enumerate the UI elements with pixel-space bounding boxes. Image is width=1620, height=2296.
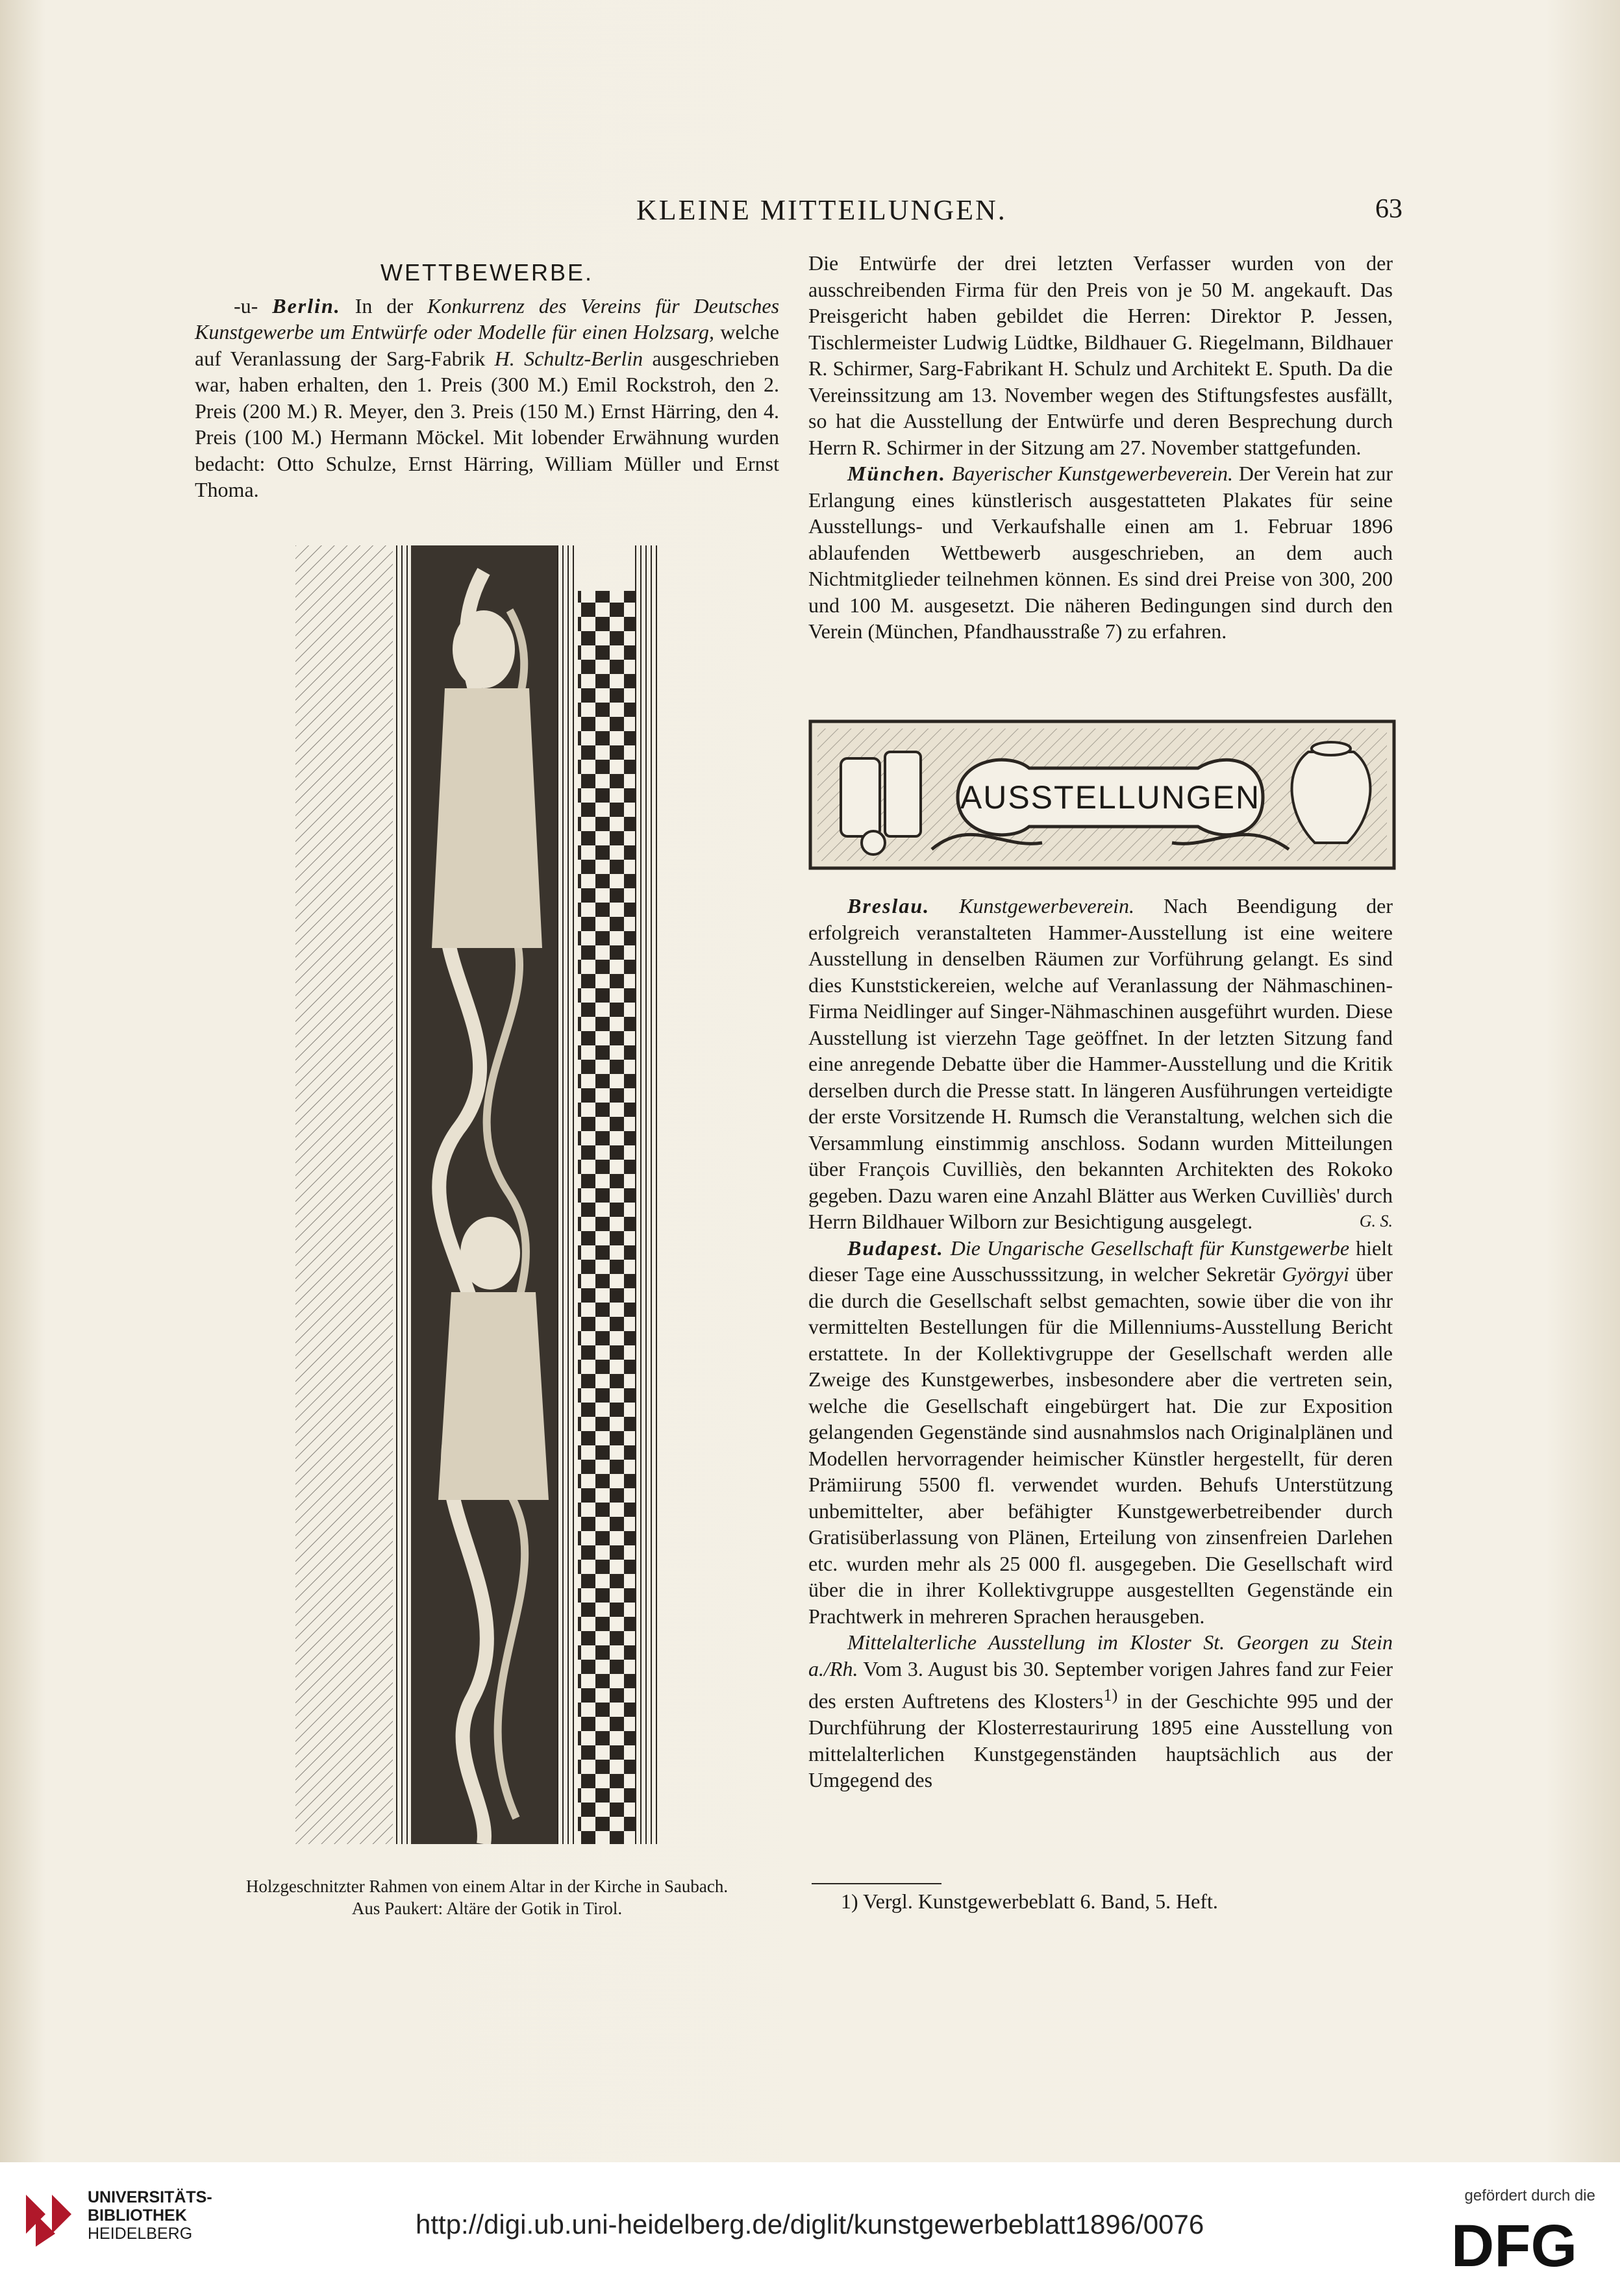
carved-figure-robe [432,688,542,948]
italic-run: Mittelalterliche Ausstellung im Kloster St. Georgen zu Stein a./Rh. [808,1630,1393,1680]
carved-knight-armor [438,1292,549,1500]
text-run: welche auf Veranlassung der Sarg-Fabrik [195,320,780,370]
text-run: Nach Beendigung der erfolgreich veranstalteten Hammer-Ausstellung ist eine weitere Ausstellung in denselben Räumen zur Vorführung gelangt. Es sind dies Kunststickereien, welche auf Veranlassung der Nähmaschinen-Firma Neidlinger auf Singer-Nähmaschinen ausgeführt wurden. Diese Ausstellung ist vierzehn Tage geöffnet. In der letzten Sitzung fand eine anregende Debatte über die Hammer-Ausstellung und die Kritik derselben durch die Presse statt. In längeren Ausführungen verteidigte der erste Vorsitzende H. Rumsch die Veranstaltung, welchen sich die Versammlung einstimmig anschloss. Sodann wurden Mitteilungen über François Cuvilliès, den bekannten Architekten des Rokoko gegeben. Dazu waren eine Anzahl Blätter aus Werken Cuvilliès' durch Herrn Bildhauer Wilborn zur Besichtigung ausgelegt. [808,894,1393,1233]
italic-run: Die Ungarische Gesellschaft für Kunstgewerbe [943,1236,1350,1260]
article-budapest [808,1235,1393,1630]
frame-moulding-left [393,545,411,1844]
italic-run: H. Schultz-Berlin [494,346,643,370]
running-head-title: KLEINE MITTEILUNGEN. [636,194,1007,226]
caption-line: Holzgeschnitzter Rahmen von einem Altar in der Kirche in Saubach. [245,1877,729,1896]
text-run: in der Geschichte 995 und der Durchführung der Klosterrestaurirung 1895 eine Ausstellung von mittelalterlichen Kunstgegenständen hauptsächlich aus der Umgegend des [808,1689,1393,1792]
text-run: Vom 3. August bis 30. September vorigen Jahres fand zur Feier des ersten Auftretens des Klosters [808,1656,1393,1713]
university-library-logo-icon [19,2188,78,2247]
dfg-wordmark: DFG [1451,2214,1578,2273]
digitization-footer [0,2162,1620,2296]
footnote-marker: 1) [1103,1685,1118,1704]
hatched-background [295,545,393,1844]
dfg-logo-icon [1433,2214,1595,2273]
place-breslau: Breslau. [847,894,930,917]
running-head [195,193,1402,232]
permalink-url[interactable]: http://digi.ub.uni-heidelberg.de/diglit/kunstgewerbeblatt1896/0076 [416,2209,1204,2240]
frame-moulding-right [557,545,578,1844]
article-prefix: -u- [234,293,273,318]
text-run: ausgeschrieben war, haben erhalten, den 1. Preis (300 M.) Emil Rockstroh, den 2. Preis (200 M.) R. Meyer, den 3. Preis (150 M.) Ernst Härring, den 4. Preis (100 M.) Hermann Möckel. Mit lobender Erwähnung wurden bedacht: Otto Schulze, Ernst Härring, William Müller und Ernst Thoma. [195,346,780,501]
place-budapest: Budapest. [847,1236,944,1260]
frame-edge [635,545,658,1844]
page-number: 63 [1375,194,1402,224]
article-muenchen [808,460,1393,645]
text-run: Der Verein hat zur Erlangung eines künstlerisch ausgestatteten Plakates für seine Ausstellungs- und Verkaufshalle einen am 1. Februar 1896 ablaufenden Wettbewerb ausgeschrieben, an dem auch Nichtmitglieder teilnehmen können. Es sind drei Preise von 300, 200 und 100 M. ausgesetzt. Die näheren Bedingungen sind durch den Verein (München, Pfandhausstraße 7) zu erfahren. [808,462,1393,643]
italic-run: Bayerischer Kunstgewerbeverein. [946,462,1234,485]
italic-run: Györgyi [1282,1262,1349,1286]
funding-label: gefördert durch die [1464,2187,1595,2204]
caption-source-line: Aus Paukert: Altäre der Gotik in Tirol. [351,1899,623,1918]
carved-altar-frame-illustration [295,545,675,1844]
text-run: hielt dieser Tage eine Ausschusssitzung, in welcher Sekretär [808,1236,1393,1286]
carved-figure-head-lower [460,1217,520,1290]
ausstellungen-ornamental-banner [808,719,1396,870]
vase-ornament-right [1292,742,1371,843]
library-name [88,2188,212,2243]
banner-title: AUSSTELLUNGEN [960,779,1261,816]
italic-run: Konkurrenz des Vereins für Deutsches Kunstgewerbe um Entwürfe oder Modelle für einen Holzsarg, [195,293,780,343]
right-column-upper [808,250,1393,645]
place-muenchen: München. [847,462,947,485]
left-column [195,260,779,503]
right-column-lower [808,893,1393,1793]
signature-initials: G. S. [1359,1212,1393,1230]
text-run: über die durch die Gesellschaft selbst gemachten, sowie über die von ihr vermittelten Bestellungen für die Millenniums-Ausstellung Bericht erstattete. In der Kollektivgruppe der Gesellschaft werden alle Zweige des Kunstgewerbes, insbesondere aber die vertreten sein, welche die Gesellschaft eingebürgert hat. Die zur Exposition gelangenden Gegenstände sind ausnahmslos nach Originalplänen und Modellen hervorragender heimischer Künstler hergestellt, für deren Prämiirung 5500 fl. verwendet wurden. Behufs Unterstützung unbemittelter, aber befähigter Kunstgewerbetreibender durch Gratisüberlassung von Plänen, Erteilung von zinsenfreien Darlehen etc. wurden mehr als 25 000 fl. ausgegeben. Die Gesellschaft wird über die in ihrer Kollektivgruppe ausgestellten Gegenstände ein Prachtwerk in mehreren Sprachen herausgeben. [808,1262,1393,1628]
place-berlin: Berlin. [272,293,341,318]
carved-figure-head-upper [453,610,515,688]
library-name-line: HEIDELBERG [88,2225,193,2243]
italic-run: Kunstgewerbeverein. [930,894,1134,917]
section-heading-wettbewerbe: WETTBEWERBE. [380,259,593,286]
figure-caption [182,1875,792,1919]
library-name-line: UNIVERSITÄTS- [88,2188,212,2206]
footnote-rule [812,1883,941,1884]
footnote: 1) Vergl. Kunstgewerbeblatt 6. Band, 5. Heft. [841,1890,1218,1913]
article-breslau [808,893,1393,1235]
text-run: In der [340,293,427,318]
article-berlin [195,293,779,503]
article-mittelalter [808,1629,1393,1793]
library-name-line: BIBLIOTHEK [88,2206,187,2225]
article-berlin-continuation: Die Entwürfe der drei letzten Verfasser wurden von der ausschreibenden Firma für den Preis von je 50 M. angekauft. Das Preisgericht haben gebildet die Herren: Direktor P. Jessen, Tischlermeister Ludwig Lüdtke, Bildhauer G. Riegelmann, Bildhauer R. Schirmer, Sarg-Fabrikant H. Schulz und Architekt E. Sputh. Da die Vereinssitzung am 13. November wegen des Stiftungsfestes ausfällt, so hat die Ausstellung der Entwürfe und deren Besprechung durch Herrn R. Schirmer in der Sitzung am 27. November stattgefunden. [808,251,1393,459]
checkered-border [578,591,635,1844]
